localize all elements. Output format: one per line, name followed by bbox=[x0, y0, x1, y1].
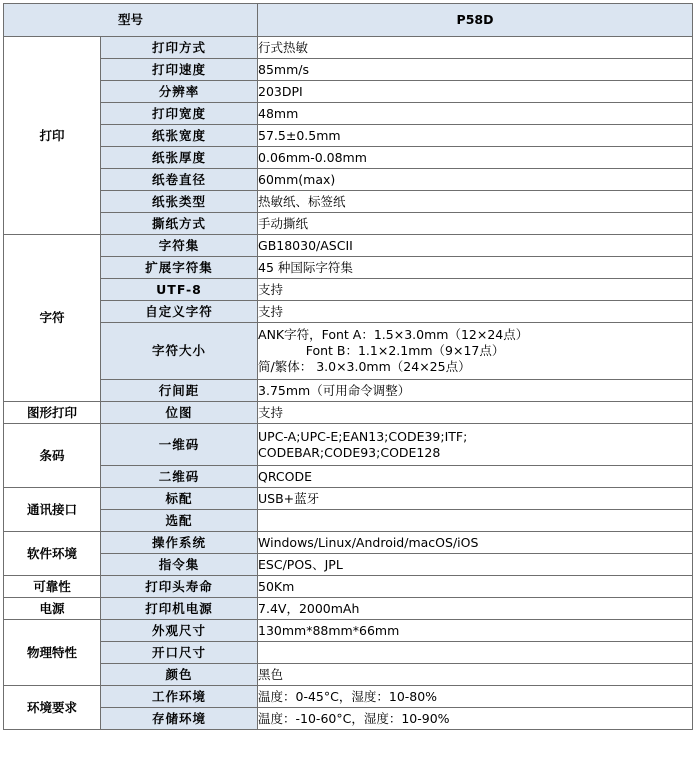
barcode-line: CODEBAR;CODE93;CODE128 bbox=[258, 444, 441, 460]
param-value bbox=[258, 424, 693, 466]
char-size-line: Font B：1.1×2.1mm（9×17点） bbox=[258, 343, 505, 358]
param-label: 二维码 bbox=[101, 466, 258, 488]
table-row bbox=[4, 81, 693, 103]
table-row bbox=[4, 37, 693, 59]
param-label: 打印速度 bbox=[101, 59, 258, 81]
param-value: 温度：0-45°C，湿度：10-80% bbox=[258, 686, 693, 708]
param-label: 打印方式 bbox=[101, 37, 258, 59]
table-row bbox=[4, 488, 693, 510]
param-label: 字符大小 bbox=[101, 323, 258, 380]
param-value: QRCODE bbox=[258, 466, 693, 488]
table-row bbox=[4, 147, 693, 169]
param-value: 203DPI bbox=[258, 81, 693, 103]
param-value: 50Km bbox=[258, 576, 693, 598]
param-label: 颜色 bbox=[101, 664, 258, 686]
category-comm: 通讯接口 bbox=[4, 488, 101, 532]
category-graphics: 图形打印 bbox=[4, 402, 101, 424]
table-row bbox=[4, 191, 693, 213]
param-value: Windows/Linux/Android/macOS/iOS bbox=[258, 532, 693, 554]
param-label: 纸张宽度 bbox=[101, 125, 258, 147]
category-physical: 物理特性 bbox=[4, 620, 101, 686]
param-label: 位图 bbox=[101, 402, 258, 424]
barcode-line: UPC-A;UPC-E;EAN13;CODE39;ITF; bbox=[258, 428, 468, 444]
table-row bbox=[4, 279, 693, 301]
param-label: 打印机电源 bbox=[101, 598, 258, 620]
table-row bbox=[4, 169, 693, 191]
param-value: 手动撕纸 bbox=[258, 213, 693, 235]
param-label: 分辨率 bbox=[101, 81, 258, 103]
param-label: 指令集 bbox=[101, 554, 258, 576]
param-value: 支持 bbox=[258, 301, 693, 323]
param-value: ESC/POS、JPL bbox=[258, 554, 693, 576]
table-row bbox=[4, 532, 693, 554]
param-value: 130mm*88mm*66mm bbox=[258, 620, 693, 642]
param-value bbox=[258, 510, 693, 532]
table-row bbox=[4, 125, 693, 147]
table-row bbox=[4, 708, 693, 730]
param-value bbox=[258, 323, 693, 380]
param-value: 3.75mm（可用命令调整） bbox=[258, 380, 693, 402]
category-software: 软件环境 bbox=[4, 532, 101, 576]
param-label: 自定义字符 bbox=[101, 301, 258, 323]
table-row bbox=[4, 235, 693, 257]
table-row bbox=[4, 576, 693, 598]
category-power: 电源 bbox=[4, 598, 101, 620]
param-label: 外观尺寸 bbox=[101, 620, 258, 642]
param-label: 标配 bbox=[101, 488, 258, 510]
model-label: 型号 bbox=[4, 4, 258, 37]
table-row bbox=[4, 664, 693, 686]
param-value: USB+蓝牙 bbox=[258, 488, 693, 510]
param-value: GB18030/ASCII bbox=[258, 235, 693, 257]
model-value: P58D bbox=[258, 4, 693, 37]
category-barcode: 条码 bbox=[4, 424, 101, 488]
param-label: 纸张厚度 bbox=[101, 147, 258, 169]
param-label: 纸卷直径 bbox=[101, 169, 258, 191]
table-row bbox=[4, 620, 693, 642]
category-reliability: 可靠性 bbox=[4, 576, 101, 598]
param-label: 操作系统 bbox=[101, 532, 258, 554]
param-value: 支持 bbox=[258, 279, 693, 301]
table-row bbox=[4, 213, 693, 235]
param-value: 57.5±0.5mm bbox=[258, 125, 693, 147]
table-row bbox=[4, 642, 693, 664]
param-label: 纸张类型 bbox=[101, 191, 258, 213]
header-row bbox=[4, 4, 693, 37]
table-row bbox=[4, 380, 693, 402]
char-size-line: 简/繁体： 3.0×3.0mm（24×25点） bbox=[258, 359, 471, 374]
param-value: 0.06mm-0.08mm bbox=[258, 147, 693, 169]
table-row bbox=[4, 554, 693, 576]
param-label: 开口尺寸 bbox=[101, 642, 258, 664]
param-label: 工作环境 bbox=[101, 686, 258, 708]
param-value: 48mm bbox=[258, 103, 693, 125]
table-row bbox=[4, 402, 693, 424]
param-label: 选配 bbox=[101, 510, 258, 532]
spec-table bbox=[3, 3, 693, 730]
param-value: 热敏纸、标签纸 bbox=[258, 191, 693, 213]
param-label: UTF-8 bbox=[101, 279, 258, 301]
table-row bbox=[4, 598, 693, 620]
param-label: 存储环境 bbox=[101, 708, 258, 730]
param-value: 黑色 bbox=[258, 664, 693, 686]
param-value: 7.4V，2000mAh bbox=[258, 598, 693, 620]
param-value: 45 种国际字符集 bbox=[258, 257, 693, 279]
char-size-line: ANK字符，Font A：1.5×3.0mm（12×24点） bbox=[258, 327, 529, 342]
table-row bbox=[4, 323, 693, 380]
table-row bbox=[4, 103, 693, 125]
param-value: 行式热敏 bbox=[258, 37, 693, 59]
param-label: 字符集 bbox=[101, 235, 258, 257]
table-row bbox=[4, 59, 693, 81]
category-environment: 环境要求 bbox=[4, 686, 101, 730]
table-row bbox=[4, 424, 693, 466]
param-label: 打印宽度 bbox=[101, 103, 258, 125]
table-row bbox=[4, 466, 693, 488]
param-label: 一维码 bbox=[101, 424, 258, 466]
param-value: 85mm/s bbox=[258, 59, 693, 81]
param-value: 温度：-10-60°C，湿度：10-90% bbox=[258, 708, 693, 730]
category-chars: 字符 bbox=[4, 235, 101, 402]
table-row bbox=[4, 257, 693, 279]
param-value: 60mm(max) bbox=[258, 169, 693, 191]
param-label: 扩展字符集 bbox=[101, 257, 258, 279]
category-print: 打印 bbox=[4, 37, 101, 235]
param-label: 撕纸方式 bbox=[101, 213, 258, 235]
param-label: 打印头寿命 bbox=[101, 576, 258, 598]
table-row bbox=[4, 301, 693, 323]
table-row bbox=[4, 686, 693, 708]
param-value bbox=[258, 642, 693, 664]
param-label: 行间距 bbox=[101, 380, 258, 402]
table-row bbox=[4, 510, 693, 532]
param-value: 支持 bbox=[258, 402, 693, 424]
